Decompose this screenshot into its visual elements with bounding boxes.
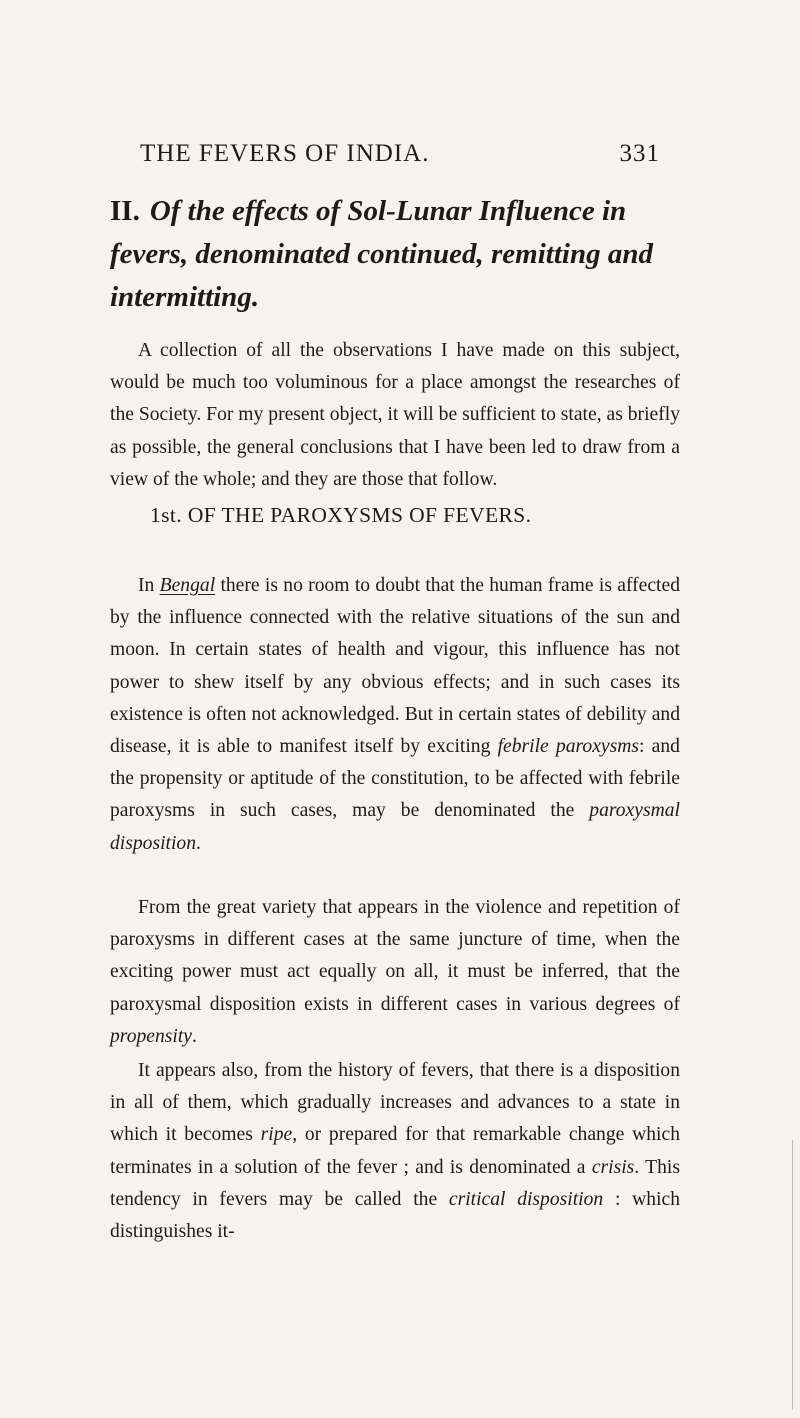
section-title: Of the effects of Sol-Lunar Influence in fevers, denominated continued, remitting and intermitting.	[110, 195, 653, 313]
paragraph-bengal: In Bengal there is no room to doubt that the human frame is affected by the influence connected with the relative situations of the sun and moon. In certain states of health and vigour, this influence has not power to shew itself by any obvious effects; and in such cases its existence is often not acknowledged. But in certain states of debility and disease, it is able to manifest itself by exciting febrile paroxysms: and the propensity or aptitude of the constitution, to be affected with febrile paroxysms in such cases, may be denominated the paroxysmal disposition.	[110, 575, 680, 854]
intro-paragraph-text: A collection of all the observations I have made on this subject, would be much too voluminous for a place amongst the researches of the Society. For my present object, it will be sufficient to state, as briefly as possible, the general conclusions that I have been led to draw from a view of the whole; and they are those that follow.	[110, 340, 680, 490]
paragraph-variety-end: .	[192, 1025, 197, 1047]
section-heading	[110, 190, 680, 319]
term-paroxysmal-disposition: paroxysmal disposition	[110, 800, 680, 854]
page-number: 331	[619, 140, 660, 167]
running-head	[140, 140, 660, 176]
term-crisis: crisis	[591, 1156, 635, 1178]
term-ripe: ripe	[260, 1124, 293, 1146]
subheading-paroxysms: 1st. OF THE PAROXYSMS OF FEVERS.	[150, 503, 532, 527]
paragraph-variety-text: From the great variety that appears in the violence and repetition of paroxysms in different cases at the same juncture of time, when the exciting power must act equally on all, it must be inferred, that the paroxysmal disposition exists in different cases in various degrees of	[110, 897, 680, 1015]
paragraph-bengal-text-2: : and the propensity or aptitude of the constitution, to be affected with febrile paroxysms in such cases, may be denominated the	[110, 736, 680, 822]
paragraph-variety	[110, 892, 680, 1053]
running-title: THE FEVERS OF INDIA.	[140, 140, 430, 167]
term-critical-disposition: critical disposition	[448, 1188, 604, 1210]
intro-paragraph	[110, 335, 680, 496]
paragraph-crisis	[110, 1055, 680, 1248]
place-name: Bengal	[159, 575, 216, 596]
page-edge-mark	[792, 1140, 793, 1410]
paragraph-crisis-text-2: , or prepared for that remarkable change which terminates in a solution of the fever ; and is denominated a	[110, 1124, 680, 1178]
paragraph-crisis-text-1: It appears also, from the history of fevers, that there is a disposition in all of them, which gradually increases and advances to a state in which it becomes	[110, 1060, 680, 1146]
section-numeral: II.	[110, 195, 140, 227]
paragraph-bengal-end: .	[196, 832, 201, 854]
paragraph-crisis-text-3: . This tendency in fevers may be called the	[110, 1156, 680, 1210]
paragraph-bengal-text-1: there is no room to doubt that the human frame is affected by the influence connected with the relative situations of the sun and moon. In certain states of health and vigour, this influence has not power to shew itself by any obvious effects; and in such cases its existence is often not acknowledged. But in certain states of debility and disease, it is able to manifest itself by exciting	[110, 575, 680, 758]
term-propensity: propensity	[110, 1025, 192, 1047]
term-febrile-paroxysms: febrile paroxysms	[497, 736, 640, 758]
paragraph-crisis-text-4: : which distinguishes it-	[110, 1188, 681, 1243]
